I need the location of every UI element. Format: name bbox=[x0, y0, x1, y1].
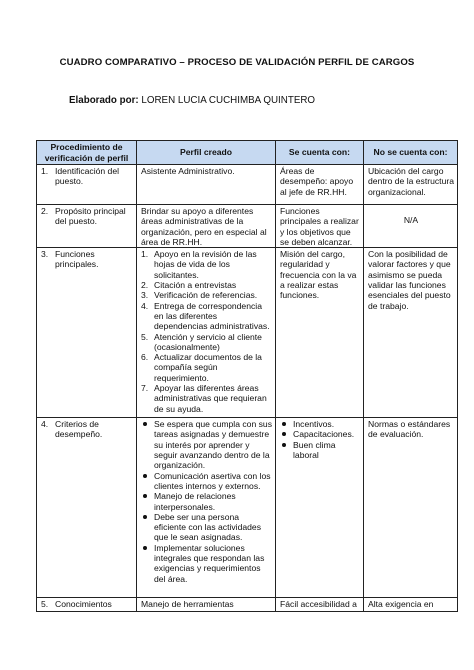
list-item bbox=[141, 301, 272, 332]
procedure-text: Identificación del puesto. bbox=[55, 166, 120, 187]
procedure-text: Conocimientos bbox=[55, 599, 112, 610]
table-header-row bbox=[37, 141, 458, 165]
item-text: Implementar soluciones integrales que respondan las exigencias y requerimientos del área. bbox=[154, 542, 265, 584]
item-text: Verificación de referencias. bbox=[154, 290, 258, 301]
item-text: Manejo de relaciones interpersonales. bbox=[154, 491, 236, 512]
comparison-table bbox=[36, 140, 458, 612]
row-number: 1. bbox=[41, 166, 49, 176]
item-text: Debe ser una persona eficiente con las actividades que le sean asignadas. bbox=[154, 511, 262, 543]
procedure-cell bbox=[37, 418, 137, 598]
header-procedure: Procedimiento de verificación de perfil bbox=[37, 141, 137, 165]
row-number: 3. bbox=[41, 249, 49, 260]
item-text: Capacitaciones. bbox=[293, 429, 355, 440]
profile-cell bbox=[137, 598, 276, 612]
item-number: 2. bbox=[141, 280, 149, 291]
procedure-cell bbox=[37, 165, 137, 205]
procedure-text: Criterios de desempeño. bbox=[55, 419, 103, 440]
list-item bbox=[280, 440, 360, 461]
list-item bbox=[141, 280, 272, 290]
item-number: 6. bbox=[141, 352, 149, 363]
bullet-icon bbox=[280, 419, 293, 429]
has-text: Fácil accesibilidad a bbox=[280, 599, 357, 610]
has-cell: Misión del cargo, regularidad y frecuencia con la va a realizar estas funciones. bbox=[276, 248, 364, 418]
table-row bbox=[37, 248, 458, 418]
has-cell: Áreas de desempeño: apoyo al jefe de RR.HH. bbox=[276, 165, 364, 205]
procedure-cell bbox=[37, 248, 137, 418]
table-row bbox=[37, 598, 458, 612]
bullet-icon bbox=[141, 471, 154, 492]
list-item bbox=[141, 512, 272, 543]
item-text: Apoyar las diferentes áreas administrativas que requieran de su ayuda. bbox=[154, 383, 267, 414]
functions-list bbox=[141, 249, 272, 414]
profile-cell bbox=[137, 418, 276, 598]
profile-cell: Asistente Administrativo. bbox=[137, 165, 276, 205]
item-text: Entrega de correspondencia en las diferentes dependencias administrativas. bbox=[154, 300, 270, 332]
item-text: Comunicación asertiva con los clientes internos y externos. bbox=[154, 470, 271, 491]
item-text: Apoyo en la revisión de las hojas de vida de los solicitantes. bbox=[154, 249, 257, 280]
list-item bbox=[141, 383, 272, 414]
author-label: Elaborado por: bbox=[69, 95, 139, 106]
profile-cell bbox=[137, 248, 276, 418]
list-item bbox=[280, 419, 360, 429]
bullet-icon bbox=[280, 440, 293, 461]
header-has: Se cuenta con: bbox=[276, 141, 364, 165]
lacks-cell: Ubicación del cargo dentro de la estructura organizacional. bbox=[364, 165, 458, 205]
profile-cell: Brindar su apoyo a diferentes áreas administrativas de la organización, pero en especial al área de RR.HH. bbox=[137, 205, 276, 248]
item-text: Buen clima laboral bbox=[293, 439, 336, 461]
item-text: Actualizar documentos de la compañía según requerimiento. bbox=[154, 352, 262, 383]
list-item bbox=[141, 352, 272, 383]
procedure-cell bbox=[37, 205, 137, 248]
list-item bbox=[141, 471, 272, 492]
document-title: CUADRO COMPARATIVO – PROCESO DE VALIDACIÓN PERFIL DE CARGOS bbox=[59, 57, 415, 68]
list-item bbox=[141, 419, 272, 470]
procedure-cell bbox=[37, 598, 137, 612]
table-row bbox=[37, 165, 458, 205]
list-item bbox=[141, 332, 272, 353]
has-cell bbox=[276, 418, 364, 598]
header-lacks: No se cuenta con: bbox=[364, 141, 458, 165]
item-number: 5. bbox=[141, 331, 149, 342]
item-number: 3. bbox=[141, 290, 149, 301]
lacks-text: Alta exigencia en bbox=[368, 599, 434, 610]
item-text: Citación a entrevistas bbox=[154, 280, 237, 291]
table-row bbox=[37, 205, 458, 248]
row-number: 4. bbox=[41, 419, 49, 430]
header-profile: Perfil creado bbox=[137, 141, 276, 165]
bullet-icon bbox=[280, 429, 293, 439]
procedure-text: Funciones principales. bbox=[55, 249, 99, 270]
lacks-cell bbox=[364, 598, 458, 612]
list-item bbox=[141, 543, 272, 584]
list-item bbox=[141, 249, 272, 280]
item-text: Atención y servicio al cliente (ocasionalmente) bbox=[154, 331, 262, 352]
item-number: 4. bbox=[141, 300, 149, 311]
item-text: Se espera que cumpla con sus tareas asignadas y demuestre su interés por aprender y seguir avanzando dentro de la organización. bbox=[154, 419, 272, 471]
author-name: LOREN LUCIA CUCHIMBA QUINTERO bbox=[141, 95, 316, 106]
list-item bbox=[141, 491, 272, 512]
row-number: 2. bbox=[41, 206, 49, 216]
bullet-icon bbox=[141, 512, 154, 543]
item-text: Incentivos. bbox=[293, 419, 335, 430]
bullet-icon bbox=[141, 491, 154, 512]
author-line bbox=[69, 95, 315, 106]
row-number: 5. bbox=[41, 599, 49, 610]
table-row bbox=[37, 418, 458, 598]
bullet-icon bbox=[141, 543, 154, 584]
bullet-icon bbox=[141, 419, 154, 470]
has-list bbox=[280, 419, 360, 460]
criteria-list bbox=[141, 419, 272, 584]
lacks-cell: Con la posibilidad de valorar factores y que asimismo se pueda validar las funciones esenciales del puesto de trabajo. bbox=[364, 248, 458, 418]
item-number: 1. bbox=[141, 249, 149, 260]
list-item bbox=[141, 290, 272, 300]
item-number: 7. bbox=[141, 383, 149, 394]
list-item bbox=[280, 429, 360, 439]
procedure-text: Propósito principal del puesto. bbox=[55, 206, 126, 227]
not-applicable: N/A bbox=[403, 215, 419, 225]
lacks-cell bbox=[364, 205, 458, 248]
has-cell bbox=[276, 598, 364, 612]
profile-text: Manejo de herramientas bbox=[141, 599, 234, 610]
lacks-cell: Normas o estándares de evaluación. bbox=[364, 418, 458, 598]
has-cell: Funciones principales a realizar y los objetivos que se deben alcanzar. bbox=[276, 205, 364, 248]
